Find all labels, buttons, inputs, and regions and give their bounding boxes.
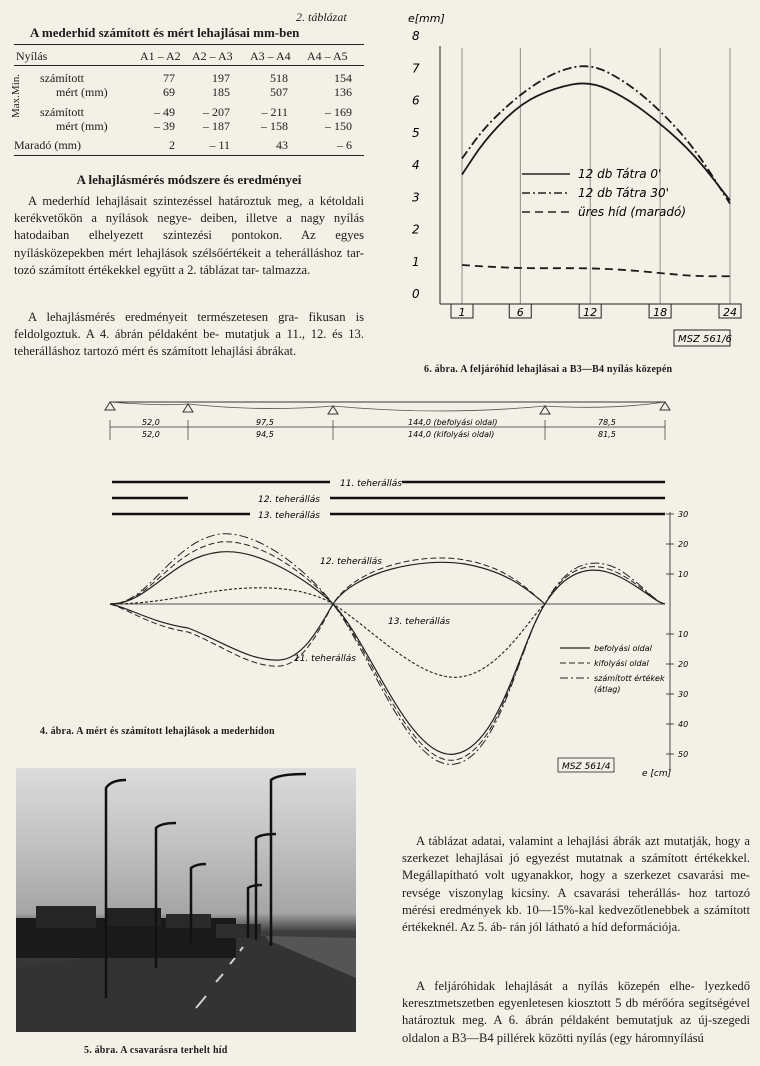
- x-tick-label: 1: [458, 306, 466, 319]
- axis-tick-label: 10: [678, 570, 689, 579]
- curve-label-12: 12. teherállás: [320, 557, 382, 567]
- table-row-label: számított: [40, 71, 84, 85]
- span-bottom: 52,0: [142, 430, 160, 439]
- text-line: mért és számított lehajlási ábrákat.: [121, 344, 297, 359]
- table-cell: 77: [163, 71, 175, 85]
- axis-tick-label: 30: [678, 510, 689, 519]
- table-row-label: Maradó (mm): [14, 138, 81, 152]
- curve-label-11: 11. teherállás: [294, 654, 356, 664]
- axis-tick-label: 10: [678, 630, 689, 639]
- text-line: meg, a kétoldali kerékvetőkön a nyílások negye-: [14, 194, 364, 226]
- table-rule-top: [14, 44, 364, 45]
- table-cell: – 211: [261, 105, 288, 119]
- table-rule-bottom: [14, 155, 364, 156]
- y-tick-label: 4: [412, 158, 420, 172]
- figure6-tag: MSZ 561/6: [678, 334, 732, 345]
- figure6-legend: [522, 167, 686, 219]
- series-line-1: [462, 83, 730, 200]
- table-cell: – 6: [337, 138, 352, 152]
- text-line: A mederhíd lehajlásait szintezéssel határoztuk: [28, 194, 272, 208]
- text-line: kedvezőtlenebbek a számított értékeknél. Az 5. áb-: [402, 902, 750, 935]
- series-line-2: [462, 66, 730, 204]
- table-cell: 43: [276, 138, 288, 152]
- axis-tick-label: 20: [678, 660, 689, 669]
- text-line: revsége viszonylag kicsiny. A csavarási teherállás-: [402, 885, 681, 900]
- series-line-3: [462, 265, 730, 276]
- figure4-legend: [560, 648, 590, 678]
- curve-label-13: 13. teherállás: [388, 617, 450, 627]
- text-line: mutatják, hogy a szerkezet lehajlásai jó egyezést: [402, 834, 750, 866]
- table-cell: 154: [334, 71, 352, 85]
- axis-tick-label: 40: [678, 720, 689, 729]
- table-cell: 197: [212, 71, 230, 85]
- paragraph-4: [402, 978, 750, 1047]
- text-line: lyezkedő keresztmetszetben egyenletesen kiosztott: [402, 979, 751, 1011]
- legend-label: üres híd (maradó): [578, 205, 687, 219]
- table-cell: 136: [334, 85, 352, 99]
- curve-11-outflow: [110, 558, 545, 666]
- table-cell: – 11: [209, 138, 230, 152]
- text-line: 5 db mérőóra segítségével határoztuk meg. A 6.: [402, 996, 750, 1028]
- span-bottom: 144,0 (kifolyási oldal): [408, 430, 495, 439]
- text-line: tozó számított értékekkel együtt a 2. táblázat tar-: [14, 262, 260, 277]
- legend-label: (átlag): [594, 685, 621, 694]
- legend-label: 12 db Tátra 30': [578, 186, 669, 200]
- figure6-yticks: [412, 29, 420, 301]
- figure5-caption: 5. ábra. A csavarásra terhelt híd: [84, 1045, 228, 1056]
- table-number: 2. táblázat: [296, 10, 347, 24]
- table-maxmin-label: Max.Min.: [10, 74, 22, 118]
- text-line: mutatjuk a 11., 12. és 13. teherálláshoz tartozó: [14, 327, 364, 359]
- figure4-xlabel: e [cm]: [642, 769, 672, 779]
- y-tick-label: 3: [412, 190, 420, 205]
- y-tick-label: 6: [412, 93, 420, 108]
- text-line: deiben, illetve a nagy nyílás hatodaiban elhelyezett: [14, 211, 365, 243]
- text-line: A táblázat adatai, valamint a lehajlási ábrák azt: [416, 834, 660, 848]
- x-tick-label: 18: [653, 306, 668, 319]
- y-tick-label: 2: [412, 222, 420, 237]
- text-line: rán jól látható a híd deformációja.: [509, 920, 681, 935]
- axis-tick-label: 20: [678, 540, 689, 549]
- text-line: mutatnak a számított értékekkel. Megállapítható: [402, 851, 750, 883]
- bridge-elevation: [105, 402, 670, 440]
- curve-11-measured: [110, 562, 545, 660]
- table-header-a3a4: A3 – A4: [250, 49, 291, 63]
- table-cell: – 150: [325, 119, 352, 133]
- text-line: mért lehajlások szélsőértékeit a teherálláshoz tar-: [108, 245, 364, 260]
- span-bottom: 81,5: [598, 430, 616, 439]
- legend-label: kifolyási oldal: [594, 659, 649, 668]
- table-row-label: számított: [40, 105, 84, 119]
- y-tick-label: 1: [412, 254, 420, 269]
- table-row-label: mért (mm): [56, 119, 108, 133]
- table-cell: 518: [270, 71, 288, 85]
- table-header-a4a5: A4 – A5: [307, 49, 348, 63]
- paragraph-2: [14, 309, 364, 361]
- figure4-tag: MSZ 561/4: [562, 762, 611, 772]
- span-top: 78,5: [598, 418, 616, 427]
- text-line: fikusan is feldolgoztuk. A 4. ábrán példaként be-: [14, 310, 365, 342]
- span-top: 52,0: [142, 418, 160, 427]
- figure4-ticks: [666, 510, 688, 759]
- table-cell: 507: [270, 85, 288, 99]
- text-line: volt ugyanakkor, hogy a szerkezet csavarási me-: [484, 868, 750, 883]
- section-heading: A lehajlásmérés módszere és eredményei: [76, 172, 302, 187]
- table-cell: – 169: [325, 105, 352, 119]
- axis-tick-label: 50: [678, 750, 689, 759]
- x-tick-label: 12: [583, 306, 598, 319]
- table-row-label: mért (mm): [56, 85, 108, 99]
- text-line: ábrán példaként bemutatjuk az új-szegedi oldalon: [402, 1013, 750, 1045]
- table-header-nyilas: Nyílás: [16, 49, 48, 63]
- figure4-diagram: [90, 392, 760, 800]
- span-bottom: 94,5: [256, 430, 274, 439]
- table-cell: – 187: [203, 119, 230, 133]
- text-line: hoz tartozó mérési eredmények kb. 10—15%-kal: [402, 885, 750, 917]
- y-tick-label: 5: [412, 125, 420, 140]
- table-cell: – 207: [203, 105, 230, 119]
- span-top: 144,0 (befolyási oldal): [408, 418, 498, 427]
- text-line: A lehajlásmérés eredményeit természetesen gra-: [28, 310, 299, 324]
- axis-tick-label: 30: [678, 690, 689, 699]
- figure5-photo: [16, 768, 356, 1032]
- text-line: A feljáróhidak lehajlását a nyílás közepén elhe-: [416, 979, 695, 993]
- table-cell: – 39: [154, 119, 175, 133]
- figure6-caption: 6. ábra. A feljáróhíd lehajlásai a B3—B4 nyílás közepén: [424, 364, 673, 375]
- text-line: talmazza.: [262, 262, 311, 277]
- legend-label: befolyási oldal: [594, 644, 652, 653]
- figure6-chart: [400, 8, 752, 382]
- table-header-a2a3: A2 – A3: [192, 49, 233, 63]
- curve-12-measured: [110, 552, 665, 755]
- span-top: 97,5: [256, 418, 274, 427]
- load-label-12: 12. teherállás: [258, 495, 320, 505]
- text-line: szintezési pontokon. Az egyes nyílásközepekben: [14, 228, 364, 260]
- table-cell: 69: [163, 85, 175, 99]
- legend-label: számított értékek: [594, 674, 665, 683]
- table-title: A mederhíd számított és mért lehajlásai mm-ben: [30, 25, 300, 40]
- table-cell: – 158: [261, 119, 288, 133]
- legend-label: 12 db Tátra 0': [578, 167, 662, 181]
- table-header-a1a2: A1 – A2: [140, 49, 181, 63]
- figure6-ylabel: e[mm]: [408, 12, 445, 25]
- y-tick-label: 0: [412, 287, 420, 301]
- table-rule-head: [14, 65, 364, 66]
- y-tick-label: 8: [412, 29, 420, 43]
- x-tick-label: 24: [723, 306, 737, 319]
- x-tick-label: 6: [516, 306, 524, 319]
- load-label-13: 13. teherállás: [258, 511, 320, 521]
- y-tick-label: 7: [412, 61, 420, 76]
- load-label-11: 11. teherállás: [340, 479, 402, 489]
- figure4-caption: 4. ábra. A mért és számított lehajlások a mederhídon: [40, 726, 275, 737]
- figure6-xticks: [451, 304, 741, 319]
- table-cell: 2: [169, 138, 175, 152]
- paragraph-3: [402, 833, 750, 936]
- table-cell: – 49: [154, 105, 175, 119]
- table-cell: 185: [212, 85, 230, 99]
- photo-illustration: [16, 768, 356, 1032]
- paragraph-1: [14, 193, 364, 279]
- text-line: a B3—B4 pillérek közötti nyílás (egy háromnyílású: [442, 1030, 704, 1045]
